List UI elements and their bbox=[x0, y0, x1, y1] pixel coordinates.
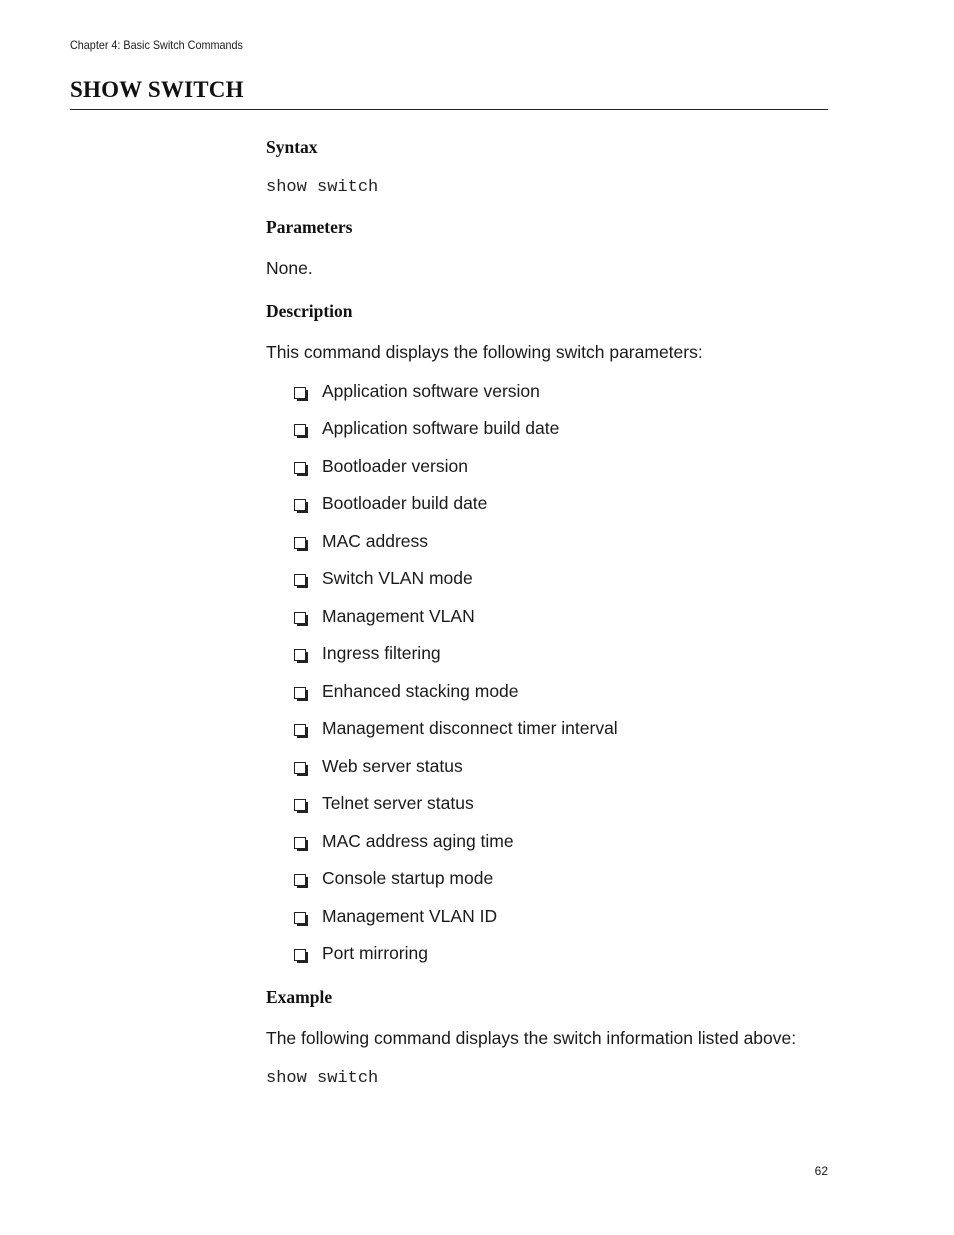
description-intro: This command displays the following switch parameters: bbox=[266, 342, 703, 362]
checkbox-bullet-icon bbox=[294, 724, 306, 736]
list-item-label: Bootloader build date bbox=[322, 493, 488, 514]
list-item-label: Console startup mode bbox=[322, 868, 494, 889]
page-number: 62 bbox=[814, 1164, 828, 1178]
list-item-label: Port mirroring bbox=[322, 943, 428, 964]
checkbox-bullet-icon bbox=[294, 874, 306, 886]
list-item bbox=[294, 868, 618, 905]
description-heading: Description bbox=[266, 301, 353, 321]
parameters-text: None. bbox=[266, 258, 313, 278]
checkbox-bullet-icon bbox=[294, 387, 306, 399]
list-item bbox=[294, 418, 618, 455]
checkbox-bullet-icon bbox=[294, 574, 306, 586]
list-item bbox=[294, 681, 618, 718]
example-text: The following command displays the switch information listed above: bbox=[266, 1028, 797, 1048]
list-item bbox=[294, 831, 618, 868]
list-item-label: Web server status bbox=[322, 755, 463, 776]
list-item-label: MAC address aging time bbox=[322, 830, 514, 851]
list-item bbox=[294, 381, 618, 418]
checkbox-bullet-icon bbox=[294, 612, 306, 624]
running-header: Chapter 4: Basic Switch Commands bbox=[70, 38, 243, 52]
checkbox-bullet-icon bbox=[294, 762, 306, 774]
checkbox-bullet-icon bbox=[294, 837, 306, 849]
list-item-label: MAC address bbox=[322, 530, 429, 551]
list-item-label: Management VLAN ID bbox=[322, 905, 498, 926]
list-item-label: Telnet server status bbox=[322, 793, 474, 814]
list-item-label: Switch VLAN mode bbox=[322, 568, 473, 589]
checkbox-bullet-icon bbox=[294, 424, 306, 436]
syntax-heading: Syntax bbox=[266, 137, 318, 157]
checkbox-bullet-icon bbox=[294, 687, 306, 699]
list-item bbox=[294, 568, 618, 605]
parameters-heading: Parameters bbox=[266, 217, 353, 237]
list-item-label: Management disconnect timer interval bbox=[322, 718, 618, 739]
list-item-label: Application software build date bbox=[322, 418, 560, 439]
checkbox-bullet-icon bbox=[294, 537, 306, 549]
list-item-label: Management VLAN bbox=[322, 605, 475, 626]
checkbox-bullet-icon bbox=[294, 462, 306, 474]
list-item bbox=[294, 606, 618, 643]
list-item-label: Application software version bbox=[322, 381, 540, 401]
page-title: SHOW SWITCH bbox=[70, 77, 244, 102]
list-item bbox=[294, 531, 618, 568]
checkbox-bullet-icon bbox=[294, 949, 306, 961]
list-item bbox=[294, 456, 618, 493]
checkbox-bullet-icon bbox=[294, 499, 306, 511]
list-item-label: Bootloader version bbox=[322, 455, 468, 476]
checkbox-bullet-icon bbox=[294, 799, 306, 811]
list-item bbox=[294, 756, 618, 793]
checkbox-bullet-icon bbox=[294, 649, 306, 661]
checkbox-bullet-icon bbox=[294, 912, 306, 924]
list-item-label: Ingress filtering bbox=[322, 643, 441, 664]
parameter-list bbox=[294, 381, 618, 981]
list-item bbox=[294, 793, 618, 830]
example-code: show switch bbox=[266, 1069, 379, 1088]
list-item bbox=[294, 943, 618, 980]
list-item bbox=[294, 906, 618, 943]
list-item bbox=[294, 718, 618, 755]
list-item bbox=[294, 493, 618, 530]
list-item bbox=[294, 643, 618, 680]
syntax-code: show switch bbox=[266, 178, 379, 197]
title-divider bbox=[70, 109, 828, 110]
list-item-label: Enhanced stacking mode bbox=[322, 680, 519, 701]
example-heading: Example bbox=[266, 987, 333, 1007]
